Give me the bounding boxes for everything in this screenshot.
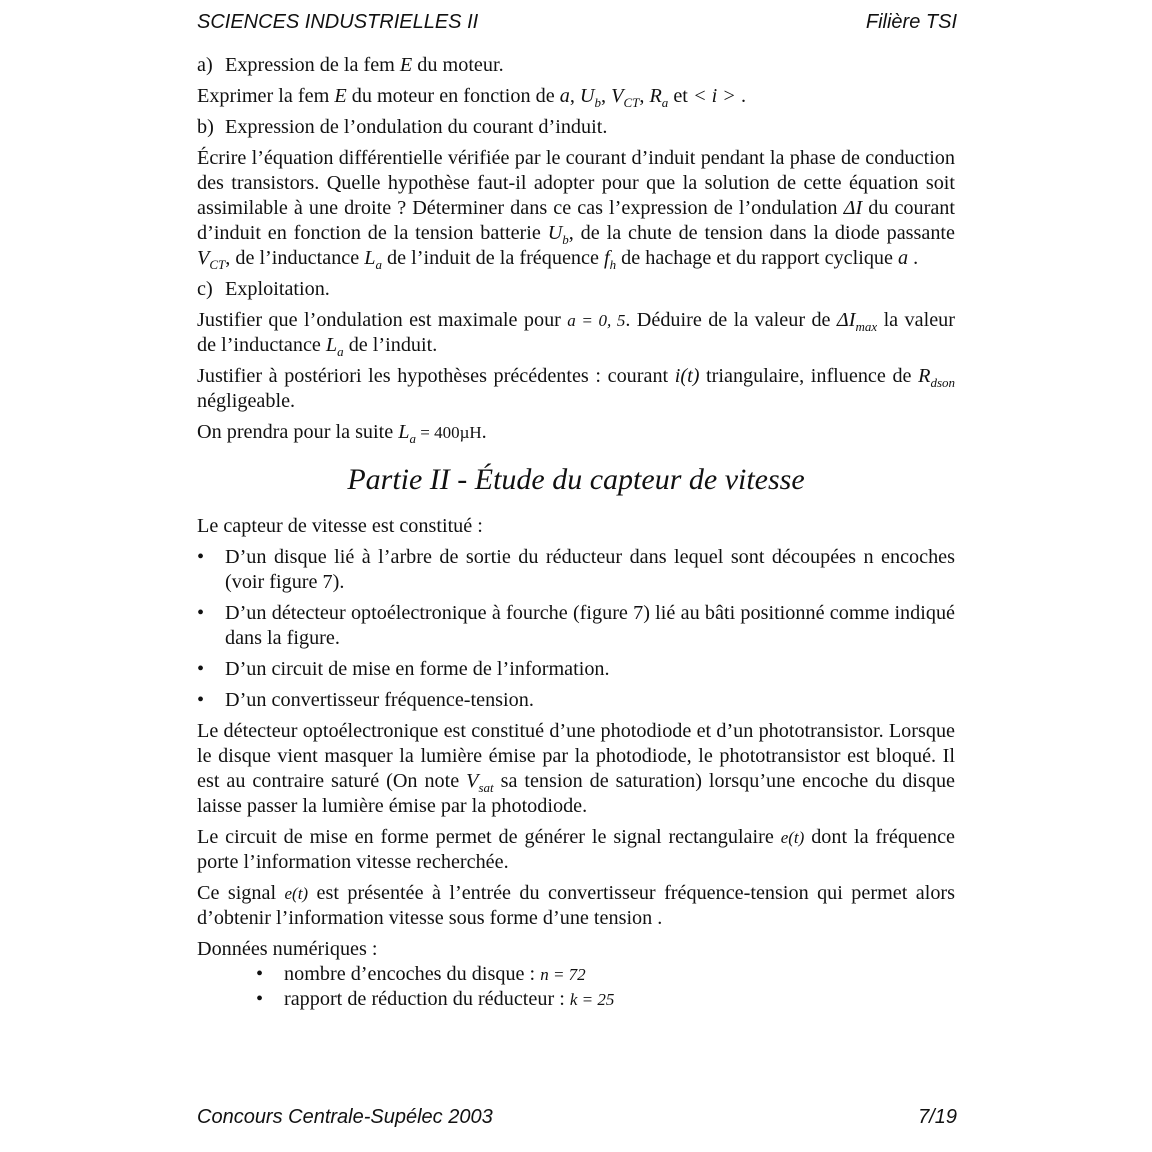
list-item: • D’un circuit de mise en forme de l’information. [197, 657, 955, 682]
header-right: Filière TSI [865, 11, 957, 33]
list-item: • D’un disque lié à l’arbre de sortie du réducteur dans lequel sont découpées n encoches (voir figure 7). [197, 545, 955, 595]
subsection-c-title: c) Exploitation. [197, 278, 330, 300]
component-list [197, 545, 955, 713]
subsection-a-text: Exprimer la fem E du moteur en fonction de a, $U_b$, $V_{CT}$, $R_a$ et < i > . [197, 85, 747, 110]
list-item: • rapport de réduction du réducteur : k = 25 [256, 987, 955, 1012]
subsection-c-p2: Justifier à postériori les hypothèses précédentes : courant i(t) triangulaire, influence de $R_{dson}$ négligeable. [197, 365, 956, 412]
list-item: • D’un convertisseur fréquence-tension. [197, 688, 955, 713]
subsection-c-p3: On prendra pour la suite $L_a = 400\mu H$. [197, 421, 487, 446]
data-title: Données numériques : [197, 938, 378, 960]
page-number: 7/19 [918, 1106, 957, 1128]
footer-left: Concours Centrale-Supélec 2003 [197, 1106, 493, 1128]
data-list [197, 962, 955, 1012]
part-ii-p3: Ce signal e(t) est présentée à l’entrée du convertisseur fréquence-tension qui permet alors d’obtenir l’information vitesse sous forme d’une tension . [197, 882, 956, 929]
part-ii-intro: Le capteur de vitesse est constitué : [197, 515, 483, 537]
subsection-b-text: Écrire l’équation différentielle vérifiée par le courant d’induit pendant la phase de conduction des transistors. Quelle hypothèse faut-il adopter pour que la solution de cette équation soit assimilable à une droite ? Déterminer dans ce cas l’expression de l’ondulation ΔI du courant d’induit en fonction de la tension batterie $U_b$, de la chute de tension dans la diode passante $V_{CT}$, de l’inductance $L_a$ de l’induit de la fréquence $f_h$ de hachage et du rapport cyclique a . [197, 147, 956, 272]
header-left: SCIENCES INDUSTRIELLES II [197, 11, 479, 33]
part-ii-p2: Le circuit de mise en forme permet de générer le signal rectangulaire e(t) dont la fréquence porte l’information vitesse recherchée. [197, 826, 956, 873]
page-header [197, 11, 957, 34]
part-ii-p1: Le détecteur optoélectronique est constitué d’une photodiode et d’un phototransistor. Lorsque le disque vient masquer la lumière émise par la photodiode, le phototransistor est bloqué. Il est au contraire saturé (On note $V_{sat}$ sa tension de saturation) lorsqu’une encoche du disque laisse passer la lumière émise par la photodiode. [197, 720, 955, 817]
part-ii-title: Partie II - Étude du capteur de vitesse [347, 463, 805, 496]
subsection-b-title: b) Expression de l’ondulation du courant d’induit. [197, 116, 608, 138]
page-content [197, 53, 955, 1012]
subsection-a-title: a) Expression de la fem E du moteur. [197, 54, 504, 76]
page-footer [197, 1106, 957, 1129]
list-item: • D’un détecteur optoélectronique à fourche (figure 7) lié au bâti positionné comme indiqué dans la figure. [197, 601, 955, 651]
subsection-c-p1: Justifier que l’ondulation est maximale pour a = 0, 5. Déduire de la valeur de $\Delta I_{max}$ la valeur de l’inductance $L_a$ de l’induit. [197, 309, 955, 359]
list-item: • nombre d’encoches du disque : n = 72 [256, 962, 955, 987]
